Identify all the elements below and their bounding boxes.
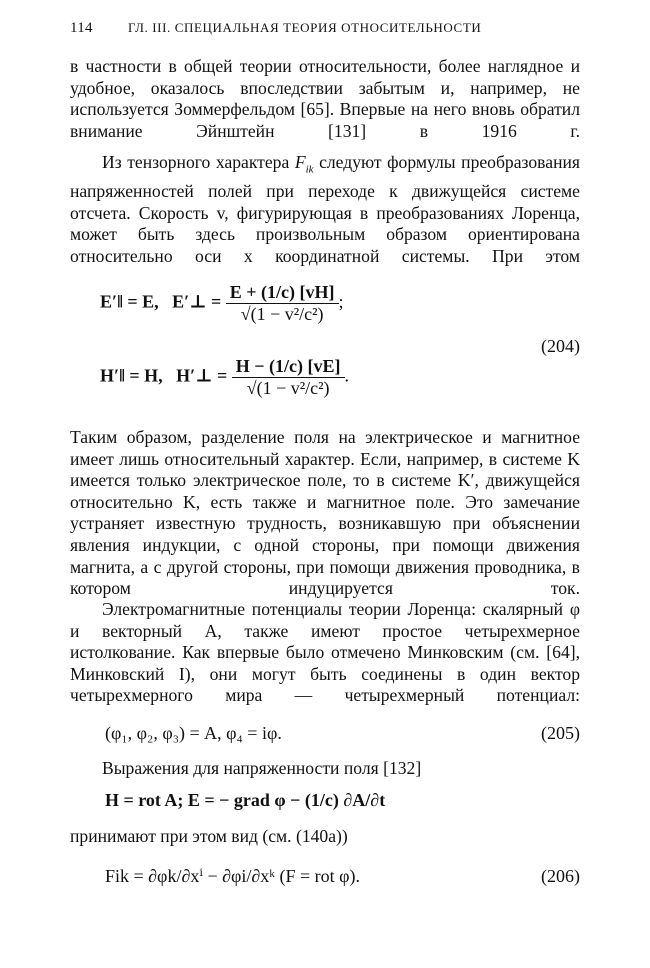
equation-204-line1: E′‖ = E, E′⊥ = $\frac{E + (1/c) [vH]}{\text{√(1 − v²/c²)}}$ ; [100,282,344,324]
eq204-numerator-2: H − (1/c) [vE] [232,356,345,378]
eq204-numerator-1: E + (1/c) [vH] [226,282,339,304]
eq204-line1-left: E′‖ = E, [100,291,159,312]
equation-204-line2: H′‖ = H, H′⊥ = $\frac{H - (1/c) [vE]}{\text{√(1 − v²/c²)}}$ . [100,356,350,398]
eq204-line1-lhs: E′⊥ = [172,291,222,312]
f-symbol: F [294,152,306,172]
equation-205: (φ₁, φ₂, φ₃) = A, φ₄ = iφ. [105,723,282,743]
page-number: 114 [70,20,93,36]
paragraph-potentials: Электромагнитные потенциалы теории Лоренца: скалярный φ и векторный A, также имеют простое четырехмерное истолкование. Как впервые было отмечено Минковским (см. [64], Минковский I), они могут быть соединены в один вектор четырехмерного мира — четырехмерный потенциал: [70,599,580,706]
eq204-denominator-2: √(1 − v²/c²) [246,377,330,398]
equation-fields: H = rot A; E = − grad φ − (1/c) ∂A/∂t [105,790,386,810]
paragraph-tensor-character [70,152,580,267]
eq204-line2-lhs: H′⊥ = [176,365,228,386]
p2-text-b: следуют формулы преобразования напряженностей полей при переходе к движущейся системе отсчета. Скорость v, фигурирующая в преобразованиях Лоренца, может быть здесь произвольным образом ориентирована относительно оси x координатной системы. При этом [70,152,580,266]
paragraph-field-expressions: Выражения для напряженности поля [132] [102,758,422,778]
equation-206: Fik = ∂φk/∂xⁱ − ∂φi/∂xᵏ (F = rot φ). [105,866,361,886]
equation-number-206: (206) [541,866,580,886]
paragraph-relativity-of-field: Таким образом, разделение поля на электрическое и магнитное имеет лишь относительный характер. Если, например, в системе K имеется только электрическое поле, то в системе K′, движущейся относительно K, есть также и магнитное поле. Это замечание устраняет известную трудность, возникавшую при объяснении явления индукции, с одной стороны, при помощи движения магнита, а с другой стороны, при помощи движения проводника, в котором индуцируется ток. [70,427,580,599]
eq204-fraction-1 [226,282,339,324]
paragraph-continuation: в частности в общей теории относительности, более наглядное и удобное, оказалось впоследствии забытым и, например, не используется Зоммерфельдом [65]. Впервые на него вновь обратил внимание Эйнштейн [131] в 1916 г. [70,56,580,141]
equation-number-204: (204) [541,336,580,356]
p2-text-a: Из тензорного характера [102,152,295,172]
eq204-fraction-2 [232,356,345,398]
page-header [70,20,590,37]
eq204-denominator-1: √(1 − v²/c²) [240,303,324,324]
paragraph-take-form: принимают при этом вид (см. (140а)) [70,826,348,846]
running-title: ГЛ. III. СПЕЦИАЛЬНАЯ ТЕОРИЯ ОТНОСИТЕЛЬНОСТИ [128,20,482,35]
equation-number-205: (205) [541,723,580,743]
f-subscript: ik [305,163,314,176]
eq204-line2-left: H′‖ = H, [100,365,163,386]
